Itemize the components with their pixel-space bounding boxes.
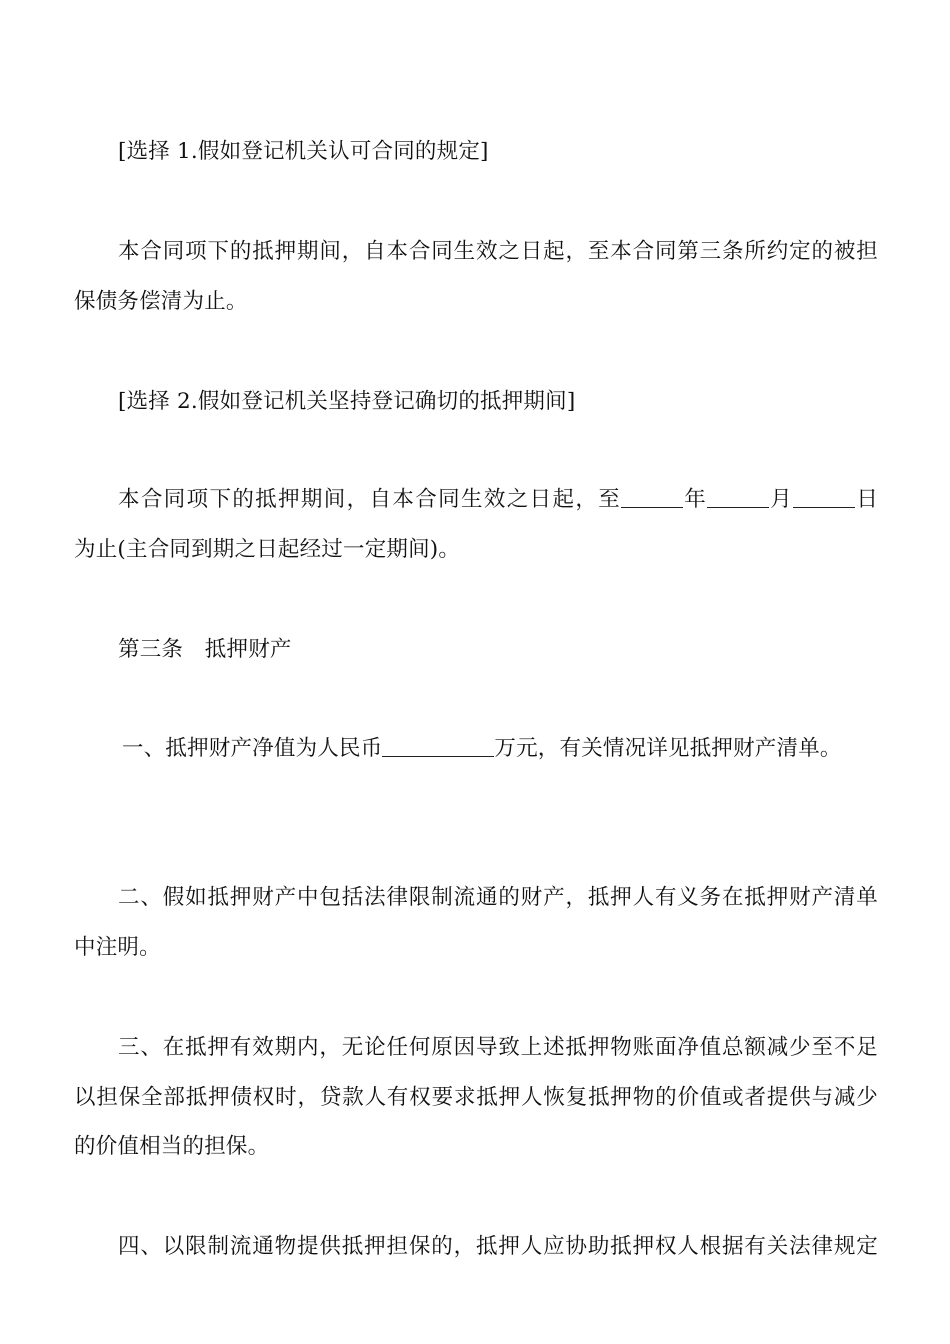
clause3-line2: 以担保全部抵押债权时，贷款人有权要求抵押人恢复抵押物的价值或者提供与减少 bbox=[74, 1085, 878, 1110]
option2-paragraph-line2: 为止(主合同到期之日起经过一定期间)。 bbox=[74, 537, 461, 562]
day-blank[interactable] bbox=[793, 487, 855, 508]
option2-heading: [选择 2.假如登记机关坚持登记确切的抵押期间] bbox=[118, 389, 576, 414]
clause2-line1: 二、假如抵押财产中包括法律限制流通的财产，抵押人有义务在抵押财产清单 bbox=[118, 885, 878, 910]
option1-paragraph-line2: 保债务偿清为止。 bbox=[74, 289, 248, 314]
clause1-text-a: 一、抵押财产净值为人民币 bbox=[122, 736, 383, 761]
article3-heading: 第三条 抵押财产 bbox=[118, 637, 292, 662]
clause1-text-b: 万元，有关情况详见抵押财产清单。 bbox=[494, 736, 842, 761]
day-label: 日 bbox=[855, 487, 879, 512]
month-blank[interactable] bbox=[707, 487, 769, 508]
clause3-line1: 三、在抵押有效期内，无论任何原因导致上述抵押物账面净值总额减少至不足 bbox=[118, 1035, 878, 1060]
clause1-line bbox=[122, 735, 882, 762]
clause3-line3: 的价值相当的担保。 bbox=[74, 1134, 270, 1159]
option1-heading: [选择 1.假如登记机关认可合同的规定] bbox=[118, 139, 489, 164]
option2-paragraph-line1 bbox=[118, 486, 878, 513]
option1-paragraph-line1: 本合同项下的抵押期间，自本合同生效之日起，至本合同第三条所约定的被担 bbox=[118, 239, 878, 264]
month-label: 月 bbox=[769, 487, 794, 512]
clause4-line1: 四、以限制流通物提供抵押担保的，抵押人应协助抵押权人根据有关法律规定 bbox=[118, 1234, 878, 1259]
amount-blank[interactable] bbox=[382, 736, 494, 757]
year-label: 年 bbox=[683, 487, 708, 512]
year-blank[interactable] bbox=[621, 487, 683, 508]
option2-text: 本合同项下的抵押期间，自本合同生效之日起，至 bbox=[118, 487, 622, 512]
clause2-line2: 中注明。 bbox=[74, 935, 161, 960]
